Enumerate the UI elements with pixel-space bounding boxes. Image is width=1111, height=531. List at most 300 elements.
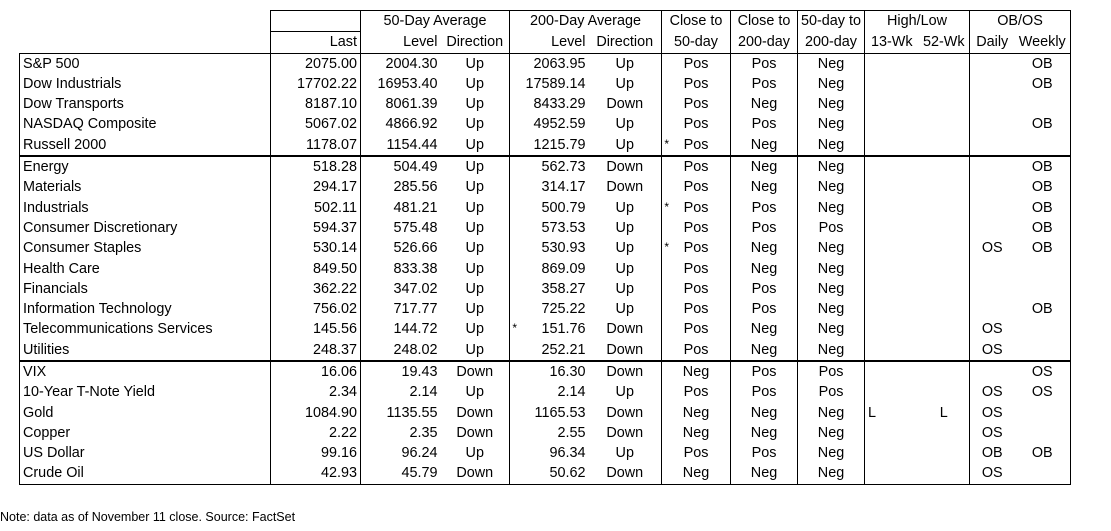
close-to-200-text: Pos: [751, 219, 777, 236]
index-name: [20, 464, 271, 485]
close-to-50: [662, 177, 731, 197]
close-to-50: [662, 382, 731, 402]
high-low-52wk-text: L: [939, 404, 948, 421]
ma200-level: [510, 238, 589, 258]
index-name: [20, 198, 271, 218]
last-value-text: 1084.90: [304, 404, 357, 421]
fifty-to-200-text: Neg: [817, 341, 845, 358]
close-to-200: [731, 53, 798, 74]
index-name: [20, 279, 271, 299]
ma50-direction-text: Up: [465, 301, 484, 318]
ma50-direction-text: Up: [465, 55, 484, 72]
ma200-direction-text: Up: [615, 199, 634, 216]
high-low-13wk: [865, 340, 919, 361]
last-value-text: 518.28: [312, 159, 357, 176]
last-value: [271, 238, 361, 258]
ma50-level-text: 19.43: [401, 363, 438, 380]
header-blank: [20, 11, 271, 32]
ma50-direction-text: Up: [465, 240, 484, 257]
ma50-direction-text: Up: [465, 116, 484, 133]
obos-daily-text: OS: [981, 321, 1003, 338]
index-name: [20, 53, 271, 74]
high-low-13wk: [865, 259, 919, 279]
fifty-to-200: [798, 238, 865, 258]
close-to-200: [731, 135, 798, 156]
close-to-200-text: Neg: [750, 96, 778, 113]
ma200-direction-text: Up: [615, 445, 634, 462]
ma50-direction: [441, 423, 510, 443]
index-name: [20, 443, 271, 463]
ma50-direction: [441, 74, 510, 94]
table-body: [20, 53, 1071, 484]
close-to-200-text: Neg: [750, 424, 778, 441]
ma200-level: [510, 423, 589, 443]
close-to-50-text: Pos: [683, 136, 709, 153]
last-value: [271, 114, 361, 134]
ma50-level-text: 575.48: [393, 219, 438, 236]
close-to-200: [731, 403, 798, 423]
index-name: [20, 177, 271, 197]
obos-weekly: [1015, 259, 1071, 279]
ma50-level-text: 96.24: [401, 445, 438, 462]
index-name-text: S&P 500: [23, 55, 80, 72]
obos-weekly: [1015, 74, 1071, 94]
index-name-text: US Dollar: [23, 445, 85, 462]
ma50-level-text: 717.77: [393, 301, 438, 318]
ma200-direction: [589, 238, 669, 258]
fifty-to-200: [798, 135, 865, 156]
obos-daily: [970, 53, 1015, 74]
table-row: [20, 319, 1071, 339]
ma50-direction: [441, 361, 510, 382]
obos-weekly: [1015, 340, 1071, 361]
index-name-text: Telecommunications Services: [23, 321, 213, 338]
obos-daily: [970, 423, 1015, 443]
ma200-level: [510, 382, 589, 402]
close-to-50-text: Pos: [683, 159, 709, 176]
ma50-direction: [441, 156, 510, 177]
close-to-200-text: Pos: [751, 445, 777, 462]
last-value: [271, 74, 361, 94]
close-to-50-text: Pos: [683, 116, 709, 133]
header-obos-group: OB/OS: [970, 11, 1071, 32]
last-value: [271, 279, 361, 299]
index-name: [20, 319, 271, 339]
index-name-text: Materials: [23, 179, 82, 196]
ma50-direction-text: Up: [465, 96, 484, 113]
close-to-50: [662, 279, 731, 299]
ma200-level: [510, 135, 589, 156]
close-to-50-text: Pos: [683, 445, 709, 462]
close-to-200-text: Neg: [750, 321, 778, 338]
ma50-direction-text: Up: [465, 136, 484, 153]
index-name-text: Consumer Discretionary: [23, 219, 178, 236]
obos-weekly: [1015, 114, 1071, 134]
ma200-direction: [589, 53, 662, 74]
obos-weekly-text: OB: [1031, 116, 1053, 133]
ma200-direction: [589, 299, 662, 319]
close-to-200: [731, 319, 798, 339]
obos-daily: [970, 114, 1015, 134]
ma200-level-text: 151.76: [541, 321, 586, 338]
ma50-direction-text: Up: [465, 445, 484, 462]
index-name-text: Energy: [23, 159, 69, 176]
ma50-direction: [441, 382, 510, 402]
close-to-200: [731, 114, 798, 134]
high-low-13wk: [865, 74, 919, 94]
index-name-text: Russell 2000: [23, 136, 107, 153]
ma50-level-text: 2.35: [409, 424, 438, 441]
ma50-direction: [441, 53, 510, 74]
header-ma200-level: Level: [510, 32, 589, 53]
table-row: [20, 177, 1071, 197]
index-name: [20, 340, 271, 361]
ma200-level-text: 562.73: [541, 159, 586, 176]
high-low-52wk: [919, 361, 970, 382]
ma50-direction-text: Up: [465, 260, 484, 277]
fifty-to-200: [798, 361, 865, 382]
last-value-text: 2.34: [328, 384, 357, 401]
obos-daily: [970, 198, 1015, 218]
high-low-13wk: [865, 218, 919, 238]
header-50-to-200-line1: 50-day to: [798, 11, 865, 32]
ma200-level: [510, 218, 589, 238]
high-low-13wk: [865, 319, 919, 339]
close-to-200: [731, 259, 798, 279]
ma50-level: [361, 403, 441, 423]
table-row: [20, 279, 1071, 299]
close-to-200-text: Neg: [750, 404, 778, 421]
header-ma200-direction: Direction: [596, 33, 654, 50]
index-name: [20, 382, 271, 402]
header-13wk: 13-Wk: [865, 32, 919, 53]
high-low-52wk: [919, 279, 970, 299]
obos-daily-text: OS: [981, 404, 1003, 421]
high-low-52wk: [919, 403, 970, 423]
close-to-200-text: Pos: [751, 384, 777, 401]
close-to-200-text: Pos: [751, 55, 777, 72]
table-row: [20, 94, 1071, 114]
ma200-level: [510, 198, 589, 218]
table-row: [20, 114, 1071, 134]
close-to-200-text: Pos: [751, 280, 777, 297]
ma50-level-text: 526.66: [393, 240, 438, 257]
high-low-52wk: [919, 423, 970, 443]
close-to-50: [662, 361, 731, 382]
last-value-text: 2075.00: [304, 55, 357, 72]
index-name-text: Gold: [23, 404, 54, 421]
last-value-text: 294.17: [312, 179, 357, 196]
ma200-level-text: 725.22: [541, 301, 586, 318]
obos-weekly: [1015, 443, 1071, 463]
obos-weekly: [1015, 319, 1071, 339]
obos-weekly-text: OB: [1031, 301, 1053, 318]
close-to-50-text: Pos: [683, 384, 709, 401]
close-to-50-text: Pos: [683, 75, 709, 92]
index-name-text: NASDAQ Composite: [23, 116, 157, 133]
fifty-to-200: [798, 319, 865, 339]
obos-weekly: [1015, 177, 1071, 197]
obos-weekly-text: OB: [1031, 159, 1053, 176]
last-value-text: 5067.02: [304, 116, 357, 133]
ma200-direction-text: Up: [615, 301, 634, 318]
fifty-to-200-text: Neg: [817, 179, 845, 196]
obos-daily: [970, 299, 1015, 319]
obos-weekly-text: OB: [1031, 445, 1053, 462]
ma200-direction-text: Down: [606, 341, 644, 358]
close-to-50-text: Neg: [682, 363, 710, 380]
fifty-to-200: [798, 423, 865, 443]
header-daily: Daily: [970, 32, 1015, 53]
last-value-text: 17702.22: [296, 75, 357, 92]
ma50-direction-text: Up: [465, 384, 484, 401]
last-value: [271, 198, 361, 218]
ma200-level-text: 252.21: [541, 341, 586, 358]
ma200-direction: [589, 464, 662, 485]
index-name: [20, 361, 271, 382]
index-name: [20, 403, 271, 423]
obos-weekly-text: OS: [1031, 384, 1053, 401]
ma50-level-text: 4866.92: [385, 116, 438, 133]
high-low-52wk: [919, 74, 970, 94]
ma200-level: [510, 114, 589, 134]
ma50-direction: [441, 114, 510, 134]
close-to-50-text: Neg: [682, 465, 710, 482]
header-52wk: 52-Wk: [922, 33, 965, 50]
fifty-to-200: [798, 114, 865, 134]
ma50-level: [361, 464, 441, 485]
close-to-200: [731, 177, 798, 197]
ma200-direction-text: Down: [606, 179, 644, 196]
obos-daily: [970, 319, 1015, 339]
fifty-to-200-text: Neg: [817, 404, 845, 421]
ma200-level: [510, 74, 589, 94]
header-row-2: [20, 32, 1071, 53]
ma50-level-text: 1135.55: [386, 404, 438, 421]
ma50-level-text: 2004.30: [385, 55, 438, 72]
fifty-to-200-text: Pos: [818, 363, 844, 380]
fifty-to-200-text: Neg: [817, 240, 845, 257]
close-to-200-text: Pos: [751, 199, 777, 216]
obos-daily-text: OB: [981, 445, 1003, 462]
last-value-text: 145.56: [312, 321, 357, 338]
fifty-to-200: [798, 94, 865, 114]
close-to-200-text: Neg: [750, 465, 778, 482]
last-value-text: 1178.07: [306, 136, 357, 153]
close-to-200: [731, 218, 798, 238]
ma200-direction-text: Up: [615, 55, 634, 72]
obos-daily: [970, 177, 1015, 197]
ma50-level: [361, 299, 441, 319]
high-low-13wk: [865, 443, 919, 463]
obos-daily: [970, 464, 1015, 485]
close-to-50-text: Pos: [683, 341, 709, 358]
index-name: [20, 238, 271, 258]
ma200-direction: [589, 198, 669, 218]
ma200-direction-text: Up: [615, 280, 634, 297]
ma200-level: [510, 53, 589, 74]
fifty-to-200-text: Neg: [817, 159, 845, 176]
last-value: [271, 319, 361, 339]
high-low-13wk: [865, 464, 919, 485]
ma50-direction: [441, 259, 510, 279]
close-to-200: [731, 198, 798, 218]
ma50-level: [361, 238, 441, 258]
header-50-to-200-line2: 200-day: [798, 32, 865, 53]
index-name: [20, 114, 271, 134]
technical-indicators-table-container: [19, 10, 1071, 485]
high-low-52wk: [919, 177, 970, 197]
last-value: [271, 423, 361, 443]
ma200-level-text: 96.34: [549, 445, 586, 462]
close-to-200: [731, 279, 798, 299]
close-to-50: [662, 238, 731, 258]
last-value: [271, 94, 361, 114]
ma200-direction: [589, 259, 662, 279]
close-to-50-text: Pos: [683, 179, 709, 196]
close-to-200-text: Pos: [751, 301, 777, 318]
high-low-13wk: [865, 299, 919, 319]
ma50-direction-text: Down: [456, 404, 494, 421]
close-to-200: [731, 74, 798, 94]
fifty-to-200: [798, 198, 865, 218]
index-name: [20, 299, 271, 319]
close-to-50-text: Pos: [683, 219, 709, 236]
ma50-level: [361, 340, 441, 361]
ma200-level: [510, 279, 589, 299]
ma200-level: [510, 403, 589, 423]
fifty-to-200: [798, 464, 865, 485]
header-weekly: Weekly: [1015, 32, 1071, 53]
ma50-level: [361, 94, 441, 114]
ma200-direction-text: Down: [606, 321, 644, 338]
ma200-direction: [589, 423, 662, 443]
index-name: [20, 218, 271, 238]
ma50-direction-text: Up: [465, 179, 484, 196]
close-to-50-text: Pos: [683, 55, 709, 72]
ma200-level-text: 4952.59: [533, 116, 586, 133]
ma50-level-text: 8061.39: [385, 96, 438, 113]
ma200-level-text: 17589.14: [525, 75, 586, 92]
ma50-level-text: 504.49: [393, 159, 438, 176]
ma200-level-text: 1215.79: [533, 136, 586, 153]
ma200-direction-text: Down: [606, 424, 644, 441]
footnote-asterisk: *: [512, 321, 517, 336]
fifty-to-200: [798, 53, 865, 74]
ma50-direction: [441, 238, 510, 258]
obos-weekly: [1015, 218, 1071, 238]
index-name-text: 10-Year T-Note Yield: [23, 384, 156, 401]
obos-weekly: [1015, 403, 1071, 423]
ma200-direction: [589, 361, 662, 382]
close-to-50: [662, 340, 731, 361]
ma50-level-text: 285.56: [393, 179, 438, 196]
ma50-direction-text: Up: [465, 75, 484, 92]
footnote-asterisk: *: [664, 240, 669, 255]
ma50-direction-text: Up: [465, 280, 484, 297]
ma50-level-text: 481.21: [393, 199, 438, 216]
table-row: [20, 156, 1071, 177]
ma200-level: [510, 177, 589, 197]
close-to-200: [731, 443, 798, 463]
index-name-text: Industrials: [23, 199, 89, 216]
fifty-to-200: [798, 156, 865, 177]
fifty-to-200-text: Neg: [817, 445, 845, 462]
header-ma50-direction: Direction: [446, 33, 504, 50]
high-low-52wk: [919, 135, 970, 156]
close-to-50: [662, 156, 731, 177]
last-value-text: 248.37: [312, 341, 357, 358]
ma50-level-text: 16953.40: [377, 75, 438, 92]
ma200-level-text: 500.79: [541, 199, 586, 216]
technical-indicators-table: [19, 10, 1071, 485]
ma200-level-text: 869.09: [541, 260, 586, 277]
header-blank-2: [20, 32, 271, 53]
close-to-200-text: Neg: [750, 159, 778, 176]
ma50-level: [361, 361, 441, 382]
close-to-200-text: Pos: [751, 116, 777, 133]
close-to-200: [731, 299, 798, 319]
ma50-direction: [441, 464, 510, 485]
obos-weekly: [1015, 238, 1071, 258]
fifty-to-200-text: Neg: [817, 424, 845, 441]
obos-weekly-text: OB: [1031, 240, 1053, 257]
ma200-direction-text: Up: [615, 136, 634, 153]
last-value: [271, 464, 361, 485]
footnote-asterisk: *: [664, 199, 669, 214]
ma50-direction: [441, 319, 517, 339]
ma50-direction-text: Down: [456, 363, 494, 380]
obos-weekly: [1015, 423, 1071, 443]
ma50-direction-text: Up: [465, 219, 484, 236]
last-value: [271, 177, 361, 197]
table-row: [20, 464, 1071, 485]
header-close-to-50-line1: Close to: [662, 11, 731, 32]
ma200-level: [510, 340, 589, 361]
close-to-50-text: Neg: [682, 404, 710, 421]
table-header: [20, 11, 1071, 54]
ma50-level: [361, 218, 441, 238]
ma50-level: [361, 319, 441, 339]
obos-daily-text: OS: [981, 424, 1003, 441]
high-low-13wk: [865, 361, 919, 382]
ma200-direction: [589, 135, 669, 156]
close-to-200: [731, 156, 798, 177]
close-to-200: [731, 423, 798, 443]
index-name-text: Utilities: [23, 341, 70, 358]
table-row: [20, 53, 1071, 74]
high-low-13wk: [865, 238, 919, 258]
close-to-200: [731, 340, 798, 361]
high-low-13wk: [865, 53, 919, 74]
close-to-50-text: Pos: [683, 321, 709, 338]
ma200-level-text: 50.62: [549, 465, 586, 482]
table-row: [20, 403, 1071, 423]
high-low-52wk: [919, 218, 970, 238]
obos-weekly-text: OB: [1031, 179, 1053, 196]
close-to-50: [662, 94, 731, 114]
high-low-13wk: [865, 403, 919, 423]
close-to-50: [662, 74, 731, 94]
ma50-level: [361, 74, 441, 94]
high-low-52wk: [919, 114, 970, 134]
fifty-to-200-text: Neg: [817, 321, 845, 338]
last-value-text: 502.11: [314, 199, 357, 216]
fifty-to-200-text: Neg: [817, 55, 845, 72]
ma50-direction: [441, 443, 510, 463]
ma200-level: [510, 259, 589, 279]
ma200-direction-text: Down: [606, 404, 644, 421]
